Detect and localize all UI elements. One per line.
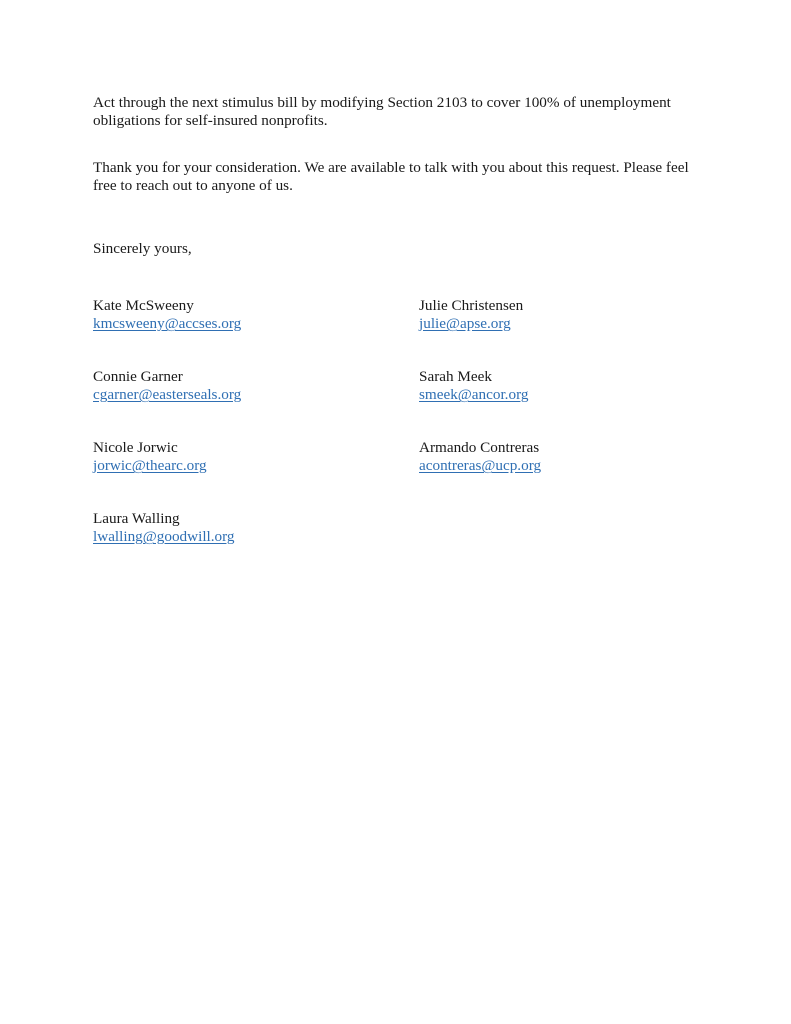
signatory-block [419, 297, 719, 333]
signatory-name: Connie Garner [93, 368, 183, 385]
closing-salutation: Sincerely yours, [93, 240, 192, 257]
signatory-name: Kate McSweeny [93, 297, 194, 314]
signatory-email-link[interactable]: julie@apse.org [419, 315, 511, 332]
signatory-name: Nicole Jorwic [93, 439, 178, 456]
signatory-name: Sarah Meek [419, 368, 492, 385]
signatory-block [93, 510, 393, 546]
body-paragraph-thanks: Thank you for your consideration. We are available to talk with you about this request. Please feel free to reach out to anyone of us. [93, 159, 689, 194]
signatory-email-link[interactable]: lwalling@goodwill.org [93, 528, 235, 545]
signatory-block [93, 297, 393, 333]
signatory-block [419, 439, 719, 475]
signatory-email-link[interactable]: smeek@ancor.org [419, 386, 529, 403]
signatory-block [419, 368, 719, 404]
signatory-name: Julie Christensen [419, 297, 524, 314]
signatory-name: Armando Contreras [419, 439, 540, 456]
signatory-name: Laura Walling [93, 510, 180, 527]
signatory-email-link[interactable]: jorwic@thearc.org [93, 457, 207, 474]
signatory-block [93, 439, 393, 475]
signatory-email-link[interactable]: cgarner@easterseals.org [93, 386, 242, 403]
signatory-email-link[interactable]: kmcsweeny@accses.org [93, 315, 242, 332]
body-paragraph-request: Act through the next stimulus bill by modifying Section 2103 to cover 100% of unemployment obligations for self-insured nonprofits. [93, 94, 671, 129]
signatory-block [93, 368, 393, 404]
signatory-email-link[interactable]: acontreras@ucp.org [419, 457, 542, 474]
